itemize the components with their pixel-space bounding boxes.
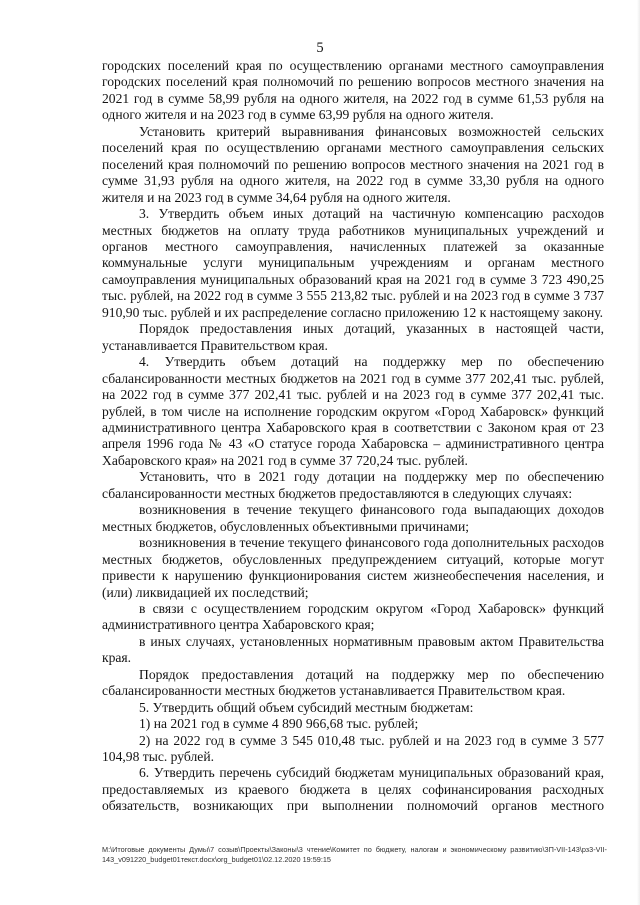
paragraph: 3. Утвердить объем иных дотаций на частичную компенсацию расходов местных бюджетов на оплату труда работников муниципальных учреждений и органов местного самоуправления, начисленных платежей за оказанные коммунальные услуги муниципальным учреждениям и органам местного самоуправления муниципальных образований края на 2021 год в сумме 3 723 490,25 тыс. рублей, на 2022 год в сумме 3 555 213,82 тыс. рублей и на 2023 год в сумме 3 737 910,90 тыс. рублей и их распределение согласно приложению 12 к настоящему закону. [102, 206, 604, 320]
paragraph: 2) на 2022 год в сумме 3 545 010,48 тыс. рублей и на 2023 год в сумме 3 577 104,98 тыс. рублей. [102, 732, 604, 765]
paragraph: возникновения в течение текущего финансового года дополнительных расходов местных бюджетов, обусловленных предупреждением ситуаций, которые могут привести к нарушению функционирования систем жизнеобеспечения населения, и (или) ликвидацией их последствий; [102, 535, 604, 600]
paragraph: Установить, что в 2021 году дотации на поддержку мер по обеспечению сбалансированности местных бюджетов предоставляются в следующих случаях: [102, 469, 604, 501]
paragraph: возникновения в течение текущего финансового года выпадающих доходов местных бюджетов, обусловленных объективными причинами; [102, 502, 604, 534]
paragraph: 5. Утвердить общий объем субсидий местным бюджетам: [139, 699, 474, 715]
paragraph: 4. Утвердить объем дотаций на поддержку мер по обеспечению сбалансированности местных бюджетов на 2021 год в сумме 377 202,41 тыс. рублей, на 2022 год в сумме 377 202,41 тыс. рублей и на 2023 год в сумме 377 202,41 тыс. рублей, в том числе на исполнение городским округом «Город Хабаровск» функций административного центра Хабаровского края в соответствии с Законом края от 23 апреля 1996 года № 43 «О статусе города Хабаровска – административного центра Хабаровского края» на 2021 год в сумме 37 720,24 тыс. рублей. [102, 354, 604, 468]
paragraph: городских поселений края по осуществлению органами местного самоуправления городских поселений края полномочий по решению вопросов местного значения на 2021 год в сумме 58,99 рубля на одного жителя, на 2022 год в сумме 61,53 рубля на одного жителя и на 2023 год в сумме 63,99 рубля на одного жителя. [102, 58, 604, 123]
paragraph: Установить критерий выравнивания финансовых возможностей сельских поселений края по осуществлению органами местного самоуправления сельских поселений края полномочий по решению вопросов местного значения на 2021 год в сумме 31,93 рубля на одного жителя, на 2022 год в сумме 33,30 рубля на одного жителя и на 2023 год в сумме 34,64 рубля на одного жителя. [102, 123, 604, 205]
file-path-footer: M:\Итоговые документы Думы\7 созыв\Проекты\Законы\3 чтение\Комитет по бюджету, налогам и экономическому развитию\3П-VII-143\рз3-VII-143_v091220_budget01текст.docx\org_budget01\02.12.2020 19:59:15 [102, 845, 607, 864]
paragraph: 6. Утвердить перечень субсидий бюджетам муниципальных образований края, предоставляемых из краевого бюджета в целях софинансирования расходных обязательств, возникающих при выполнении полномочий органов местного [102, 765, 604, 814]
paragraph: Порядок предоставления иных дотаций, указанных в настоящей части, устанавливается Правительством края. [102, 321, 604, 353]
paragraph: Порядок предоставления дотаций на поддержку мер по обеспечению сбалансированности местных бюджетов устанавливается Правительством края. [102, 666, 604, 699]
document-body [102, 58, 604, 815]
paragraph: в иных случаях, установленных нормативным правовым актом Правительства края. [102, 633, 604, 666]
paragraph: в связи с осуществлением городским округом «Город Хабаровск» функций административного центра Хабаровского края; [102, 600, 604, 633]
paragraph: 1) на 2021 год в сумме 4 890 966,68 тыс. рублей; [139, 716, 419, 732]
page-number: 5 [316, 40, 324, 56]
